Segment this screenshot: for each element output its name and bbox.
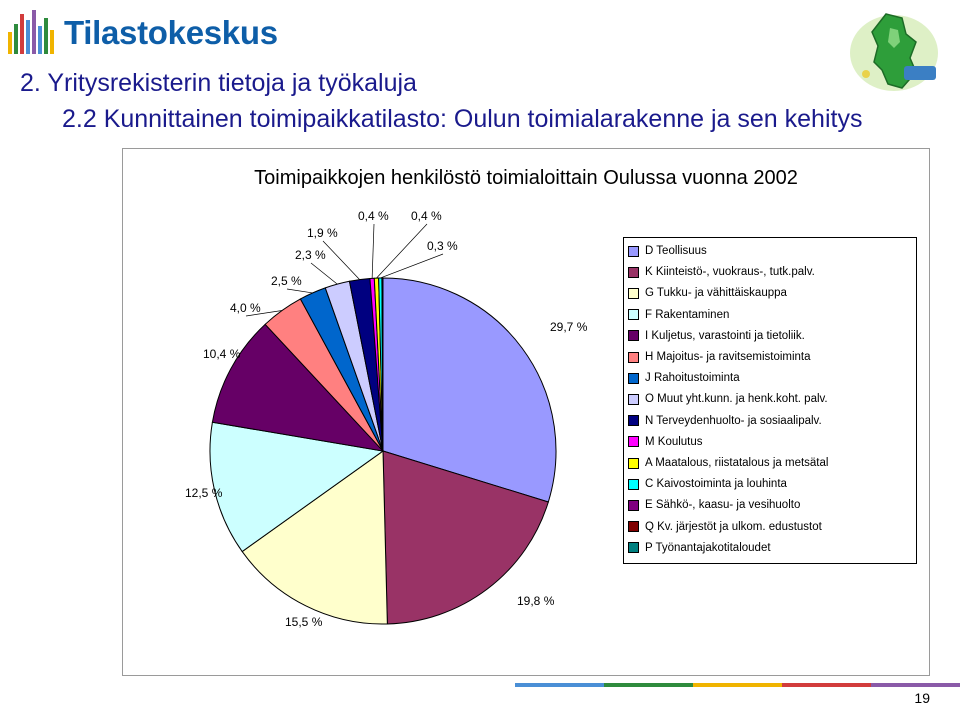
- legend-swatch-7: [628, 394, 639, 405]
- legend-label-13: Q Kv. järjestöt ja ulkom. edustustot: [645, 520, 822, 533]
- leader-line-9: [372, 224, 374, 278]
- legend-swatch-11: [628, 479, 639, 490]
- slice-label-1: 19,8 %: [517, 594, 555, 608]
- leader-line-7: [311, 263, 337, 284]
- legend-item-0: [628, 242, 707, 260]
- legend-label-11: C Kaivostoiminta ja louhinta: [645, 478, 787, 491]
- legend-item-12: [628, 496, 800, 514]
- legend-label-0: D Teollisuus: [645, 245, 707, 257]
- slice-label-3: 12,5 %: [185, 486, 223, 500]
- slice-label-11: 0,3 %: [427, 239, 458, 253]
- legend-label-10: A Maatalous, riistatalous ja metsätal: [645, 457, 829, 469]
- legend-item-2: [628, 284, 787, 302]
- legend-swatch-12: [628, 500, 639, 511]
- slice-label-6: 2,5 %: [271, 274, 302, 288]
- legend-label-14: P Työnantajakotitaloudet: [645, 541, 771, 554]
- legend-label-5: H Majoitus- ja ravitsemistoiminta: [645, 351, 811, 363]
- footer-color-bar: [515, 683, 960, 687]
- legend-label-3: F Rakentaminen: [645, 308, 730, 321]
- logo-bars-icon: [6, 6, 62, 66]
- legend-item-14: [628, 539, 771, 557]
- legend-label-1: K Kiinteistö-, vuokraus-, tutk.palv.: [645, 266, 815, 279]
- legend-swatch-1: [628, 267, 639, 278]
- slide-title: 2. Yritysrekisterin tietoja ja työkaluja: [20, 69, 417, 97]
- legend-item-6: [628, 369, 740, 387]
- legend-label-4: I Kuljetus, varastointi ja tietoliik.: [645, 329, 805, 342]
- legend-item-4: [628, 327, 805, 345]
- page-number: 19: [914, 690, 930, 706]
- chart-legend: [623, 237, 917, 564]
- legend-label-8: N Terveydenhuolto- ja sosiaalipalv.: [645, 414, 822, 427]
- legend-item-3: [628, 306, 729, 324]
- legend-item-9: [628, 433, 703, 451]
- tilastokeskus-logo: [6, 6, 278, 66]
- legend-swatch-9: [628, 436, 639, 447]
- slice-label-4: 10,4 %: [203, 347, 241, 361]
- legend-item-1: [628, 263, 815, 281]
- legend-swatch-14: [628, 542, 639, 553]
- leader-line-6: [287, 289, 313, 293]
- chart-area: [122, 148, 930, 676]
- legend-swatch-0: [628, 246, 639, 257]
- legend-item-7: [628, 390, 828, 408]
- legend-label-2: G Tukku- ja vähittäiskauppa: [645, 287, 787, 300]
- leader-line-8: [323, 241, 360, 280]
- legend-label-6: J Rahoitustoiminta: [645, 372, 740, 385]
- slice-label-0: 29,7 %: [550, 320, 588, 334]
- slice-label-8: 1,9 %: [307, 226, 338, 240]
- leader-line-11: [380, 254, 443, 278]
- logo-text: Tilastokeskus: [64, 14, 278, 51]
- legend-item-10: [628, 454, 828, 472]
- footer-bar-segment-1: [604, 683, 693, 687]
- chart-title: Toimipaikkojen henkilöstö toimialoittain Oulussa vuonna 2002: [254, 167, 798, 189]
- legend-item-13: [628, 518, 822, 536]
- legend-label-9: M Koulutus: [645, 435, 703, 448]
- legend-label-12: E Sähkö-, kaasu- ja vesihuolto: [645, 499, 801, 512]
- regional-emblem-icon: [846, 8, 942, 94]
- footer-bar-segment-0: [515, 683, 604, 687]
- legend-swatch-10: [628, 458, 639, 469]
- footer-bar-segment-2: [693, 683, 782, 687]
- slice-label-5: 4,0 %: [230, 301, 261, 315]
- slice-label-7: 2,3 %: [295, 248, 326, 262]
- legend-label-7: O Muut yht.kunn. ja henk.koht. palv.: [645, 393, 828, 406]
- slice-label-2: 15,5 %: [285, 615, 323, 629]
- footer-bar-segment-3: [782, 683, 871, 687]
- slice-label-10: 0,4 %: [411, 209, 442, 223]
- legend-swatch-2: [628, 288, 639, 299]
- legend-swatch-8: [628, 415, 639, 426]
- slice-label-9: 0,4 %: [358, 209, 389, 223]
- slide-subtitle: 2.2 Kunnittainen toimipaikkatilasto: Oulun toimialarakenne ja sen kehitys: [62, 105, 863, 133]
- legend-swatch-6: [628, 373, 639, 384]
- legend-item-5: [628, 348, 811, 366]
- legend-swatch-5: [628, 352, 639, 363]
- legend-item-11: [628, 475, 787, 493]
- legend-swatch-4: [628, 330, 639, 341]
- legend-item-8: [628, 412, 822, 430]
- legend-swatch-3: [628, 309, 639, 320]
- footer-bar-segment-4: [871, 683, 960, 687]
- legend-swatch-13: [628, 521, 639, 532]
